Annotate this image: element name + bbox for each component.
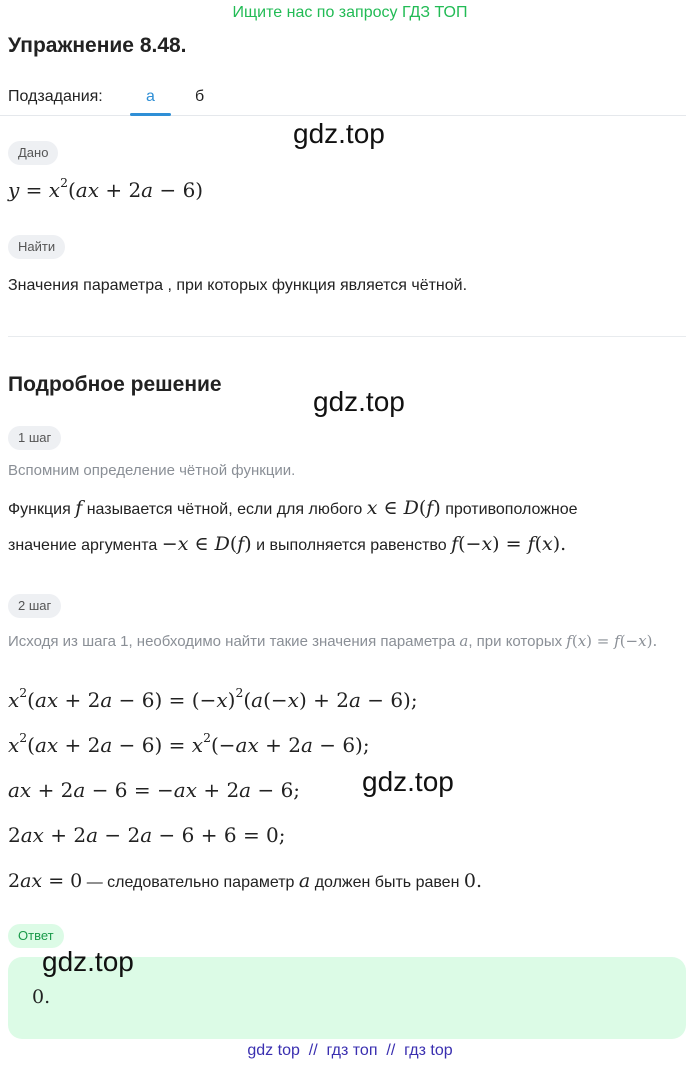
solution-heading: Подробное решение	[8, 373, 222, 396]
equation-4: 2ax + 2a − 2a − 6 + 6 = 0;	[8, 823, 286, 847]
promo-banner: Ищите нас по запросу ГДЗ ТОП	[232, 4, 468, 21]
tab-b[interactable]: б	[195, 88, 205, 105]
step1-badge: 1 шаг	[8, 426, 61, 450]
tab-a[interactable]: а	[146, 88, 155, 105]
step1-line2: значение аргумента −x ∈ D(f) и выполняется равенство f(−x) = f(x).	[8, 533, 567, 555]
step2-hint: Исходя из шага 1, необходимо найти такие значения параметра a, при которых f(x) = f(−x).	[8, 632, 658, 650]
watermark: gdz.top	[313, 386, 405, 417]
section-divider	[8, 336, 686, 337]
step1-line1-b: называется чётной, если для любого	[86, 501, 363, 518]
step1-line2-a: значение аргумента	[8, 537, 158, 554]
step1-line2-b: и выполняется равенство	[256, 537, 447, 554]
step2-hint-a: Исходя из шага 1, необходимо найти такие значения параметра	[8, 633, 456, 650]
given-badge: Дано	[8, 141, 58, 165]
step2-badge: 2 шаг	[8, 594, 61, 618]
answer-value: 0.	[32, 986, 51, 1008]
watermark: gdz.top	[362, 766, 454, 797]
active-tab-indicator	[130, 113, 171, 116]
equation-3: ax + 2a − 6 = −ax + 2a − 6;	[8, 778, 301, 802]
find-text: Значения параметра , при которых функция является чётной.	[8, 277, 468, 294]
given-formula: $y = x^2(ax + 2a - 6)$	[8, 175, 204, 202]
watermark: gdz.top	[293, 118, 385, 149]
equation-5: 2ax = 0 — следовательно параметр a должен быть равен 0.	[8, 870, 483, 892]
watermark: gdz.top	[42, 946, 134, 977]
subtasks-label: Подзадания:	[8, 88, 103, 105]
step2-hint-b: , при которых	[468, 633, 563, 650]
step1-line1-c: противоположное	[445, 501, 578, 518]
equation-1: $x^2(ax + 2a - 6) = (-x)^2(a(-x) + 2a - 6)$;	[8, 685, 418, 712]
find-badge: Найти	[8, 235, 65, 259]
conclusion-text-b: должен быть равен	[314, 874, 460, 891]
page-title: Упражнение 8.48.	[8, 34, 187, 57]
conclusion-text-a: — следовательно параметр	[86, 874, 295, 891]
equation-2: $x^2(ax + 2a - 6) = x^2(-ax + 2a - 6)$;	[8, 730, 370, 757]
step1-line1-a: Функция	[8, 501, 71, 518]
step1-line1: Функция f называется чётной, если для любого x ∈ D(f) противоположное	[8, 497, 578, 519]
footer-links: gdz top // гдз топ // гдз top	[247, 1042, 453, 1059]
answer-badge: Ответ	[8, 924, 64, 948]
step1-hint: Вспомним определение чётной функции.	[8, 462, 296, 479]
tabs-divider	[0, 115, 686, 116]
